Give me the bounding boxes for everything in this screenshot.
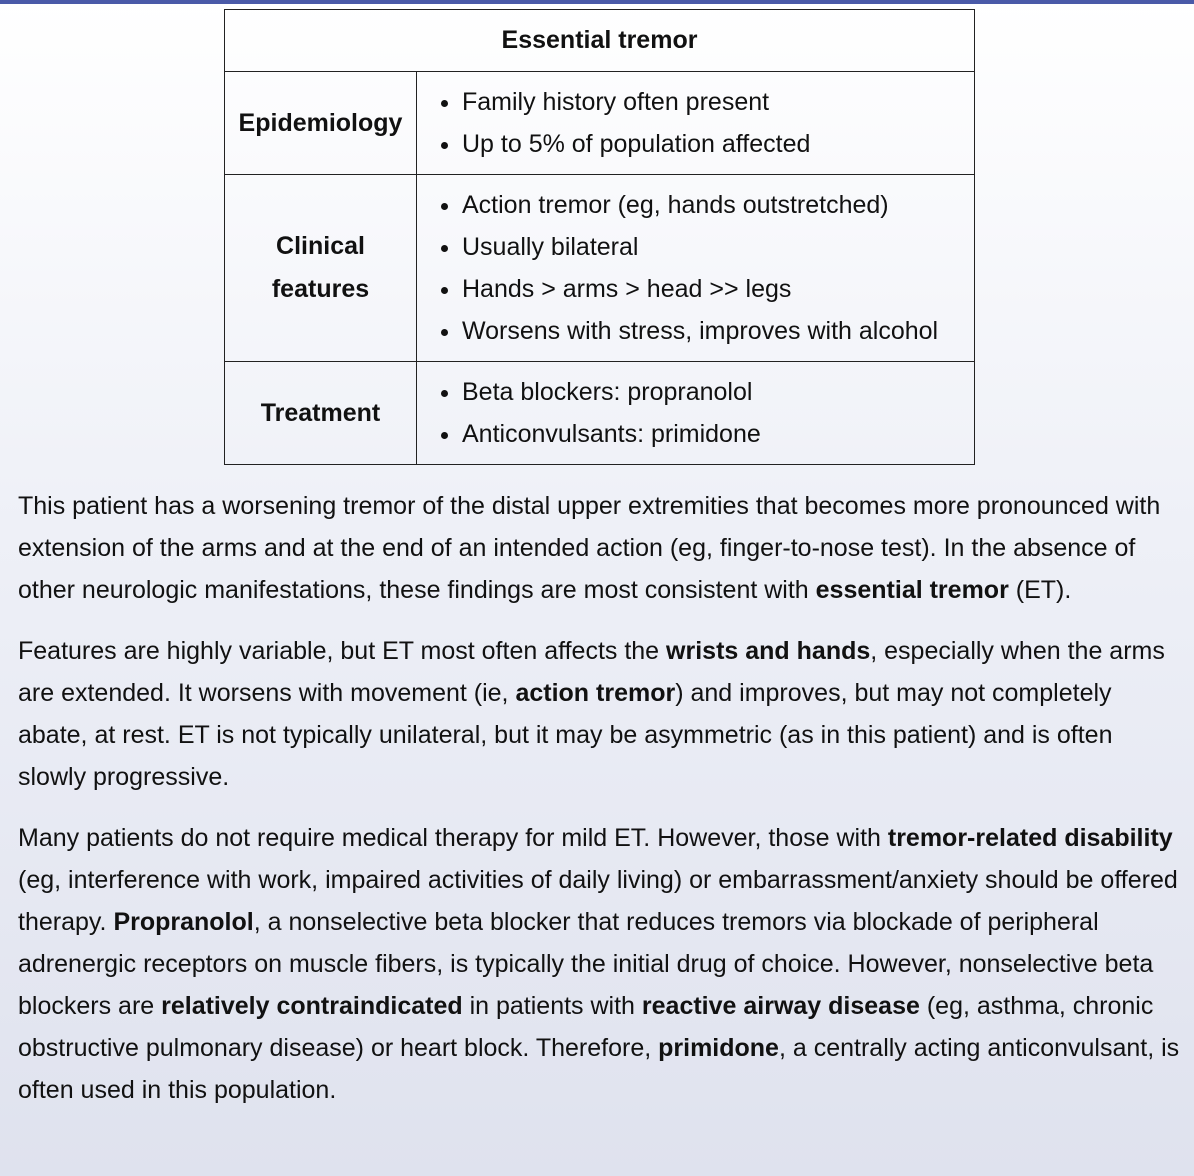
text-segment: Features are highly variable, but ET most often affects the [18,637,667,665]
paragraph-features [18,630,1183,798]
row-label-treatment [225,362,417,465]
top-accent-bar [0,0,1194,4]
bold-term-propranolol: Propranolol [113,908,254,936]
text-segment: Many patients do not require medical therapy for mild ET. However, those with [18,824,888,852]
bold-term-tremor-related-disability: tremor-related disability [887,824,1173,852]
list-item: • Hands > arms > head >> legs [462,268,974,310]
row-items-treatment [417,362,975,465]
table-title: Essential tremor [225,10,975,72]
row-label-line: Treatment [260,398,381,427]
bold-term-essential-tremor: essential tremor [815,576,1009,604]
row-label-line: features [271,275,370,303]
bold-term-wrists-and-hands: wrists and hands [666,637,871,665]
explanation-text [18,485,1183,1130]
bold-term-action-tremor: action tremor [515,679,676,707]
list-item: • Anticonvulsants: primidone [462,413,974,455]
row-label-clinical-features [225,175,417,362]
list-item: • Worsens with stress, improves with alcohol [462,310,974,352]
text-segment: (ET). [1008,576,1072,604]
table-row [225,362,975,465]
bold-term-reactive-airway-disease: reactive airway disease [641,992,920,1020]
text-segment: (eg, interference with work, impaired activities of daily living) or embarrassment/anxiety should be offered therapy. [18,866,1178,936]
text-segment: This patient has a worsening tremor of the distal upper extremities that becomes more pronounced with extension of the arms and at the end of an intended action (eg, finger-to-nose test). In the absence of other neurologic manifestations, these findings are most consistent with [18,492,1161,604]
text-segment: , a nonselective beta blocker that reduces tremors via blockade of peripheral adrenergic receptors on muscle fibers, is typically the initial drug of choice. However, nonselective beta blockers are [18,908,1154,1020]
paragraph-diagnosis [18,485,1183,611]
text-segment: , especially when the arms are extended. It worsens with movement (ie, [18,637,1165,707]
list-item: • Beta blockers: propranolol [462,371,974,413]
bold-term-primidone: primidone [658,1034,779,1062]
row-items-epidemiology [417,72,975,175]
list-item: • Up to 5% of population affected [462,123,974,165]
text-segment: ) and improves, but may not completely abate, at rest. ET is not typically unilateral, but it may be asymmetric (as in this patient) and is often slowly progressive. [18,679,1113,791]
list-item: • Usually bilateral [462,226,974,268]
list-item: • Action tremor (eg, hands outstretched) [462,184,974,226]
text-segment: , a centrally acting anticonvulsant, is often used in this population. [18,1034,1180,1104]
row-items-clinical-features [417,175,975,362]
text-segment: in patients with [462,992,642,1020]
paragraph-treatment [18,817,1183,1111]
table-row [225,72,975,175]
table-row [225,175,975,362]
text-segment: (eg, asthma, chronic obstructive pulmonary disease) or heart block. Therefore, [18,992,1154,1062]
bold-term-relatively-contraindicated: relatively contraindicated [161,992,463,1020]
row-label-line: Clinical [276,232,365,260]
row-label-line: Epidemiology [238,108,403,137]
row-label-epidemiology [225,72,417,175]
list-item: • Family history often present [462,81,974,123]
essential-tremor-table [224,9,975,465]
